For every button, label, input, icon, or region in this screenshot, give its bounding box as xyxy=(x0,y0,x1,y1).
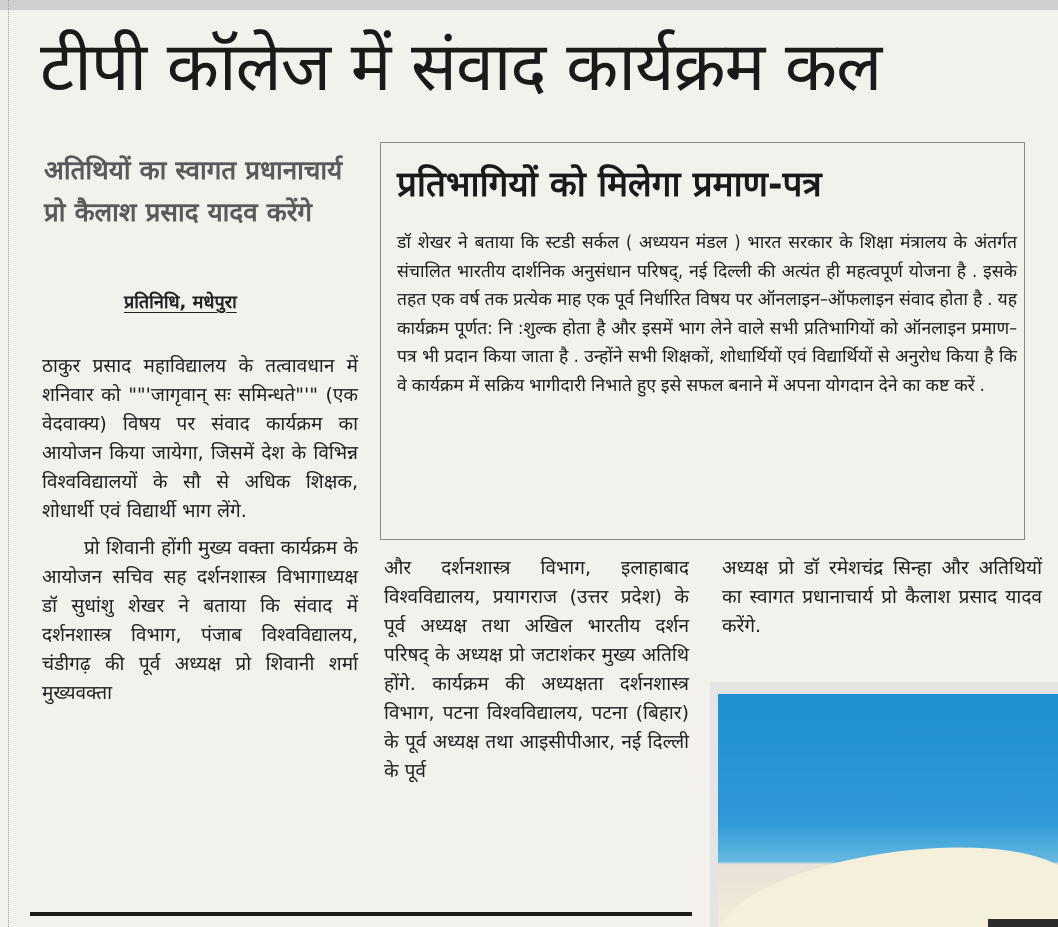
article-column-2 xyxy=(384,554,689,786)
headline: टीपी कॉलेज में संवाद कार्यक्रम कल xyxy=(40,28,882,107)
column-3-text: अध्यक्ष प्रो डॉ रमेशचंद्र सिन्हा और अतिथियों का स्वागत प्रधानाचार्य प्रो कैलाश प्रसाद यादव करेंगे. xyxy=(722,557,1042,637)
column-1-paragraph-2: प्रो शिवानी होंगी मुख्य वक्ता कार्यक्रम के आयोजन सचिव सह दर्शनशास्त्र विभागाध्यक्ष डॉ सुधांशु शेखर ने बताया कि संवाद में दर्शनशास्त्र विभाग, पंजाब विश्वविद्यालय, चंडीगढ़ की पूर्व अध्यक्ष प्रो शिवानी शर्मा मुख्यवक्ता xyxy=(42,537,358,704)
subheadline: अतिथियों का स्वागत प्रधानाचार्य प्रो कैलाश प्रसाद यादव करेंगे xyxy=(44,156,343,228)
column-2-text: और दर्शनशास्त्र विभाग, इलाहाबाद विश्वविद्यालय, प्रयागराज (उत्तर प्रदेश) के पूर्व अध्यक्ष तथा अखिल भारतीय दर्शन परिषद् के अध्यक्ष प्रो जटाशंकर मुख्य अतिथि होंगे. कार्यक्रम की अध्यक्षता दर्शनशास्त्र विभाग, पटना विश्वविद्यालय, पटना (बिहार) के पूर्व अध्यक्ष तथा आइसीपीआर, नई दिल्ली के पूर्व xyxy=(384,557,689,782)
article-column-3 xyxy=(722,554,1042,641)
byline: प्रतिनिधि, मधेपुरा xyxy=(124,292,237,313)
sidebar-box xyxy=(380,142,1025,540)
column-dotted-rule xyxy=(8,0,9,927)
column-1-paragraph-1: ठाकुर प्रसाद महाविद्यालय के तत्वावधान में शनिवार को ""'जागृवान् सः समिन्धते"'" (एक वेदवाक्य) विषय पर संवाद कार्यक्रम का आयोजन किया जायेगा, जिसमें देश के विभिन्न विश्वविद्यालयों के सौ से अधिक शिक्षक, शोधार्थी एवं विद्यार्थी भाग लेंगे. xyxy=(42,355,358,522)
top-strip xyxy=(0,0,1058,10)
article-column-1 xyxy=(42,352,358,708)
sidebar-box-body: डॉ शेखर ने बताया कि स्टडी सर्कल ( अध्ययन मंडल ) भारत सरकार के शिक्षा मंत्रालय के अंतर्गत संचालित भारतीय दार्शनिक अनुसंधान परिषद्, नई दिल्ली की अत्यंत ही महत्वपूर्ण योजना है . इसके तहत एक वर्ष तक प्रत्येक माह एक पूर्व निर्धारित विषय पर ऑनलाइन–ऑफलाइन संवाद होता है . यह कार्यक्रम पूर्णत: नि :शुल्क होता है और इसमें भाग लेने वाले सभी प्रतिभागियों को ऑनलाइन प्रमाण–पत्र भी प्रदान किया जाता है . उन्होंने सभी शिक्षकों, शोधार्थियों एवं विद्यार्थियों से अनुरोध किया है कि वे कार्यक्रम में सक्रिय भागीदारी निभाते हुए इसे सफल बनाने में अपना योगदान देने का कष्ट करें . xyxy=(397,233,1017,396)
photo-dark-corner xyxy=(988,919,1058,927)
bottom-rule xyxy=(30,912,692,916)
photo xyxy=(710,682,1058,927)
sidebar-box-title: प्रतिभागियों को मिलेगा प्रमाण-पत्र xyxy=(397,165,822,205)
